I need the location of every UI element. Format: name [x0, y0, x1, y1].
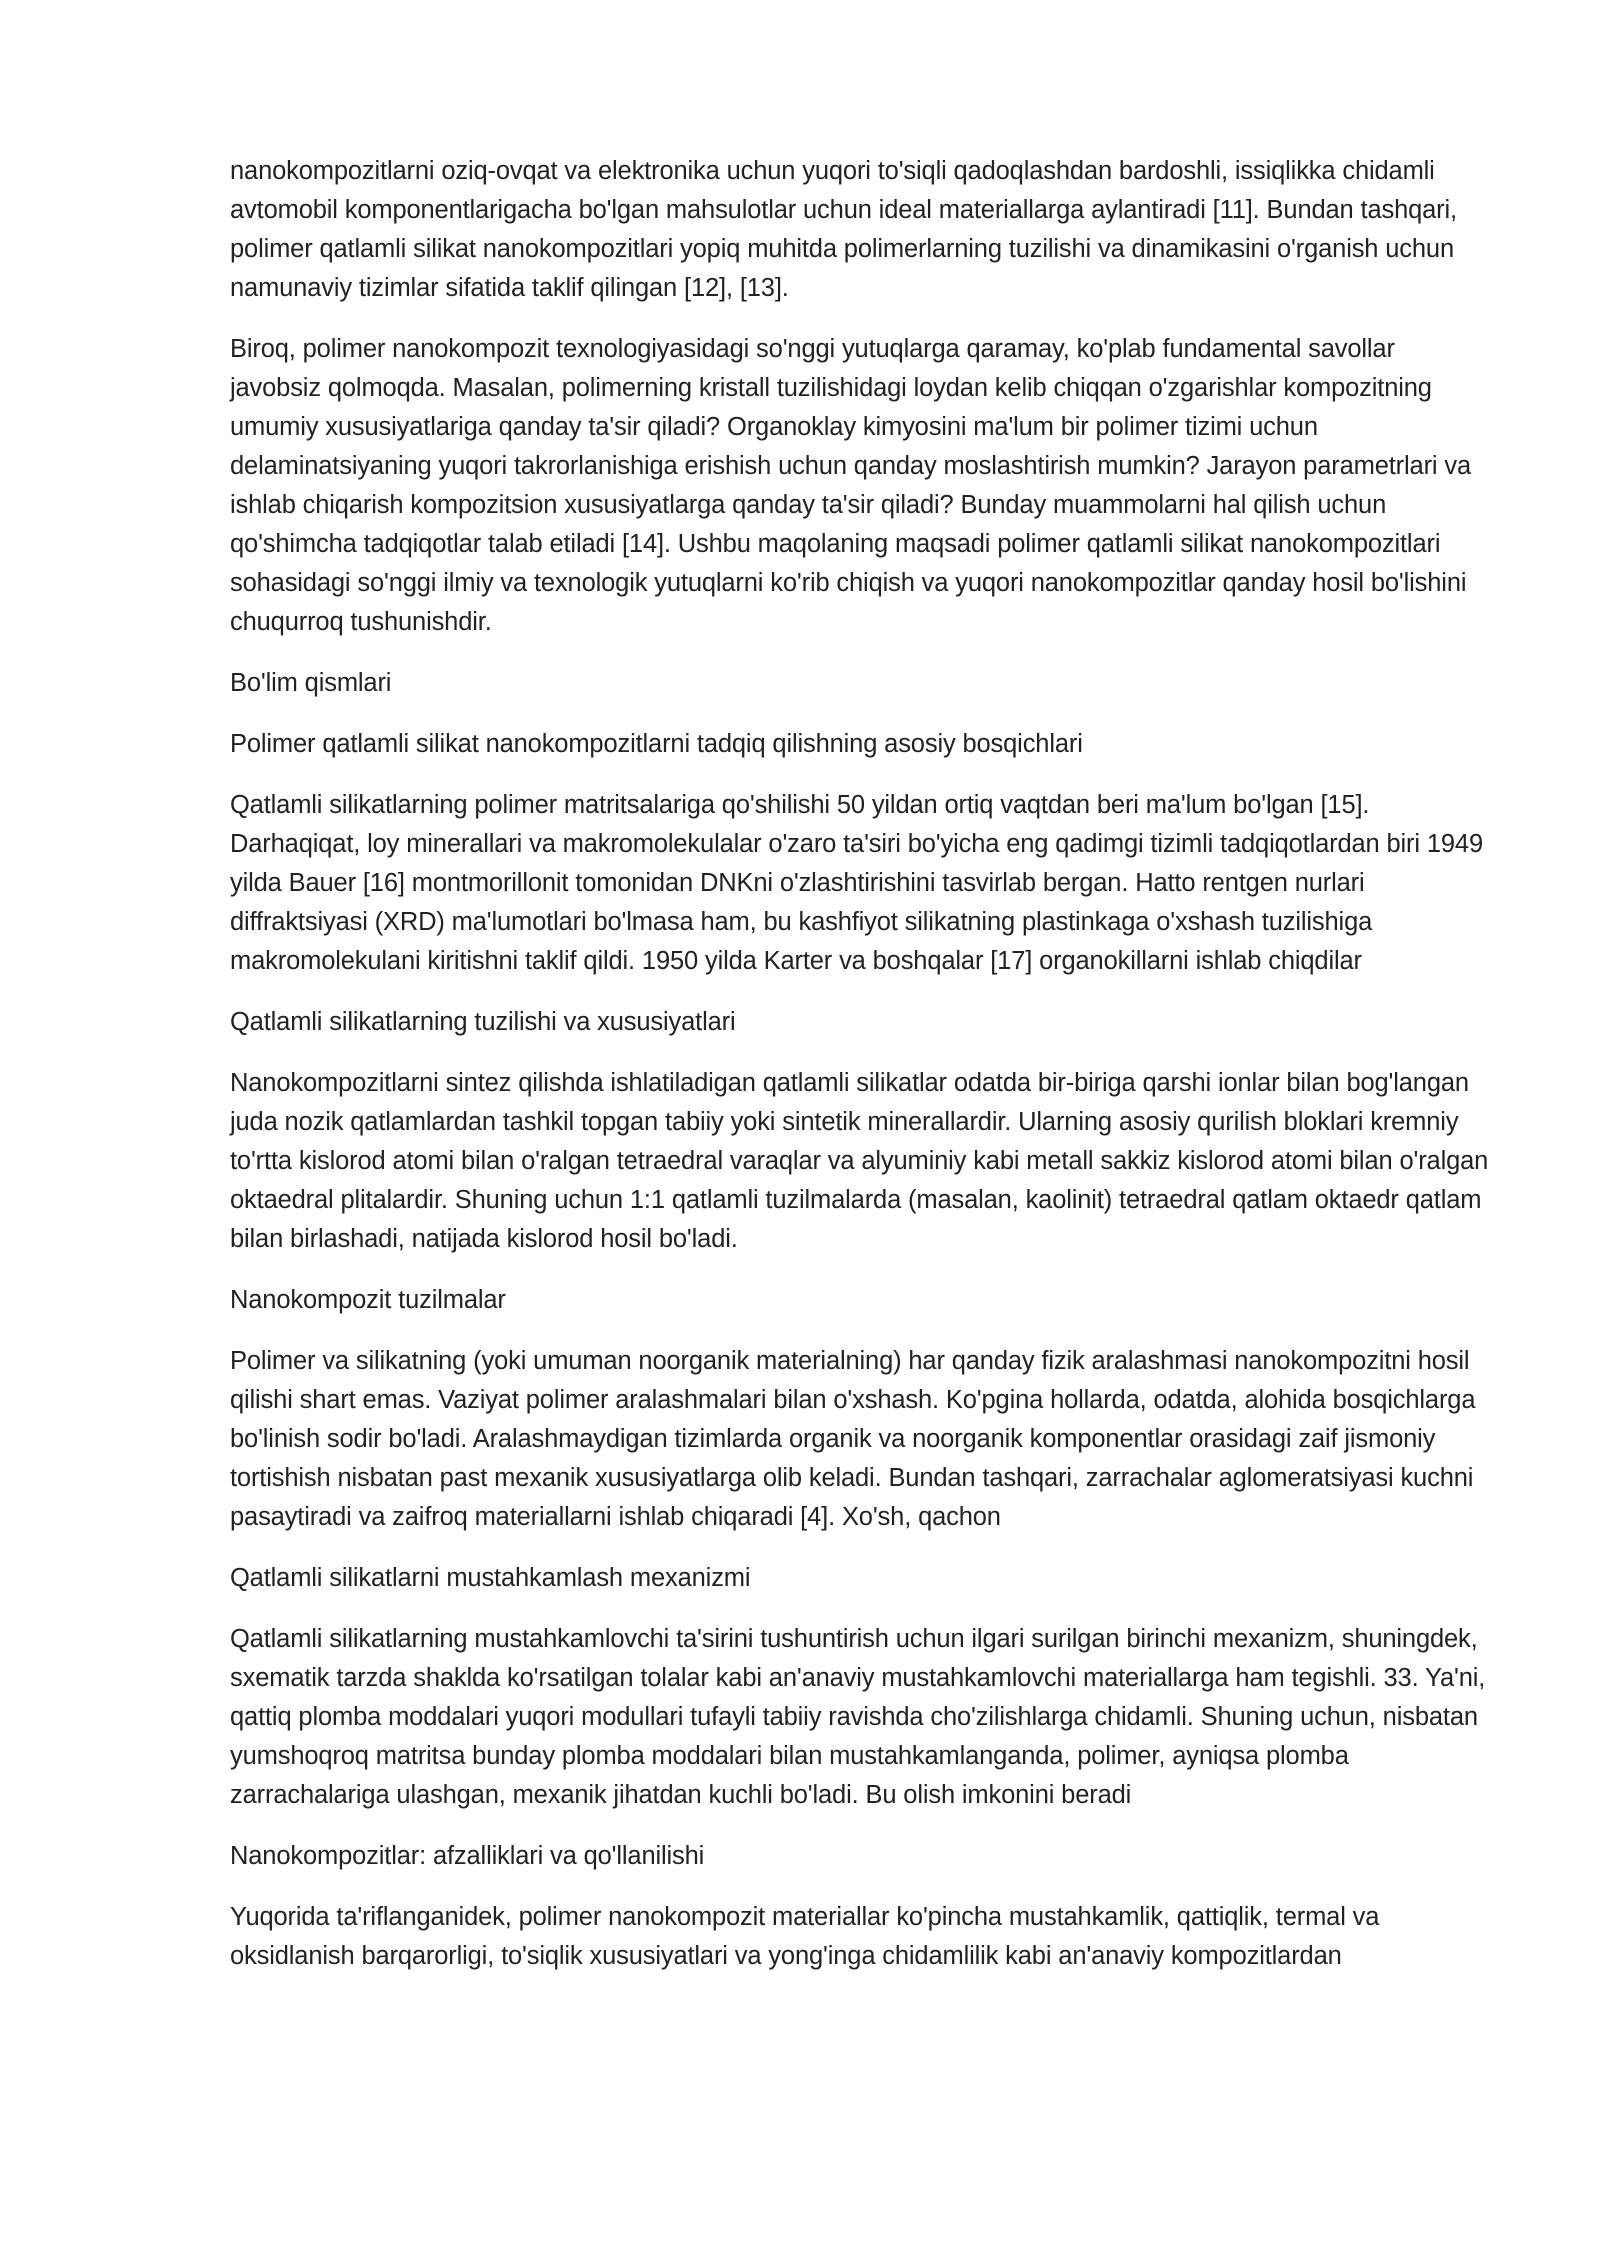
heading-advantages-applications: Nanokompozitlar: afzalliklari va qo'llanilishi [230, 1842, 705, 1870]
paragraph-reinforcement-mechanism: Qatlamli silikatlarning mustahkamlovchi ta'sirini tushuntirish uchun ilgari surilgan birinchi mexanizm, shuningdek, sxematik tarzda shaklda ko'rsatilgan tolalar kabi an'anaviy mustahkamlovchi materiallarga ham tegishli. 33. Ya'ni, qattiq plomba moddalari yuqori modullari tufayli tabiiy ravishda cho'zilishlarga chidamli. Shuning uchun, nisbatan yumshoqroq matritsa bunday plomba moddalari bilan mustahkamlanganda, polimer, ayniqsa plomba zarrachalariga ulashgan, mexanik jihatdan kuchli bo'ladi. Bu olish imkonini beradi [230, 1625, 1486, 1809]
heading-reinforcement-mechanism: Qatlamli silikatlarni mustahkamlash mexanizmi [230, 1564, 751, 1592]
paragraph-nanocomposite-structures: Polimer va silikatning (yoki umuman noorganik materialning) har qanday fizik aralashmasi nanokompozitni hosil qilishi shart emas. Vaziyat polimer aralashmalari bilan o'xshash. Ko'pgina hollarda, odatda, alohida bosqichlarga bo'linish sodir bo'ladi. Aralashmaydigan tizimlarda organik va noorganik komponentlar orasidagi zaif jismoniy tortishish nisbatan past mexanik xususiyatlarga olib keladi. Bundan tashqari, zarrachalar aglomeratsiyasi kuchni pasaytiradi va zaifroq materiallarni ishlab chiqaradi [4]. Xo'sh, qachon [230, 1347, 1476, 1531]
paragraph-intro-continuation: nanokompozitlarni oziq-ovqat va elektronika uchun yuqori to'siqli qadoqlashdan bardoshli, issiqlikka chidamli avtomobil komponentlarigacha bo'lgan mahsulotlar uchun ideal materiallarga aylantiradi [11]. Bundan tashqari, polimer qatlamli silikat nanokompozitlari yopiq muhitda polimerlarning tuzilishi va dinamikasini o'rganish uchun namunaviy tizimlar sifatida taklif qilingan [12], [13]. [230, 157, 1457, 302]
heading-nanocomposite-structures: Nanokompozit tuzilmalar [230, 1286, 506, 1314]
heading-section-parts: Bo'lim qismlari [230, 669, 392, 697]
document-page [230, 152, 1490, 1998]
paragraph-research-stages: Qatlamli silikatlarning polimer matritsalariga qo'shilishi 50 yildan ortiq vaqtdan beri ma'lum bo'lgan [15]. Darhaqiqat, loy minerallari va makromolekulalar o'zaro ta'siri bo'yicha eng qadimgi tizimli tadqiqotlardan biri 1949 yilda Bauer [16] montmorillonit tomonidan DNKni o'zlashtirishini tasvirlab bergan. Hatto rentgen nurlari diffraktsiyasi (XRD) ma'lumotlari bo'lmasa ham, bu kashfiyot silikatning plastinkaga o'xshash tuzilishiga makromolekulani kiritishni taklif qildi. 1950 yilda Karter va boshqalar [17] organokillarni ishlab chiqdilar [230, 791, 1483, 975]
paragraph-advantages-applications: Yuqorida ta'riflanganidek, polimer nanokompozit materiallar ko'pincha mustahkamlik, qattiqlik, termal va oksidlanish barqarorligi, to'siqlik xususiyatlari va yong'inga chidamlilik kabi an'anaviy kompozitlardan [230, 1903, 1380, 1970]
paragraph-silicate-structure: Nanokompozitlarni sintez qilishda ishlatiladigan qatlamli silikatlar odatda bir-biriga qarshi ionlar bilan bog'langan juda nozik qatlamlardan tashkil topgan tabiiy yoki sintetik minerallardir. Ularning asosiy qurilish bloklari kremniy to'rtta kislorod atomi bilan o'ralgan tetraedral varaqlar va alyuminiy kabi metall sakkiz kislorod atomi bilan o'ralgan oktaedral plitalardir. Shuning uchun 1:1 qatlamli tuzilmalarda (masalan, kaolinit) tetraedral qatlam oktaedr qatlam bilan birlashadi, natijada kislorod hosil bo'ladi. [230, 1069, 1489, 1253]
paragraph-open-questions: Biroq, polimer nanokompozit texnologiyasidagi so'nggi yutuqlarga qaramay, ko'plab fundamental savollar javobsiz qolmoqda. Masalan, polimerning kristall tuzilishidagi loydan kelib chiqqan o'zgarishlar kompozitning umumiy xususiyatlariga qanday ta'sir qiladi? Organoklay kimyosini ma'lum bir polimer tizimi uchun delaminatsiyaning yuqori takrorlanishiga erishish uchun qanday moslashtirish mumkin? Jarayon parametrlari va ishlab chiqarish kompozitsion xususiyatlarga qanday ta'sir qiladi? Bunday muammolarni hal qilish uchun qo'shimcha tadqiqotlar talab etiladi [14]. Ushbu maqolaning maqsadi polimer qatlamli silikat nanokompozitlari sohasidagi so'nggi ilmiy va texnologik yutuqlarni ko'rib chiqish va yuqori nanokompozitlar qanday hosil bo'lishini chuqurroq tushunishdir. [230, 335, 1471, 636]
heading-research-stages: Polimer qatlamli silikat nanokompozitlarni tadqiq qilishning asosiy bosqichlari [230, 730, 1083, 758]
heading-silicate-structure: Qatlamli silikatlarning tuzilishi va xususiyatlari [230, 1008, 736, 1036]
